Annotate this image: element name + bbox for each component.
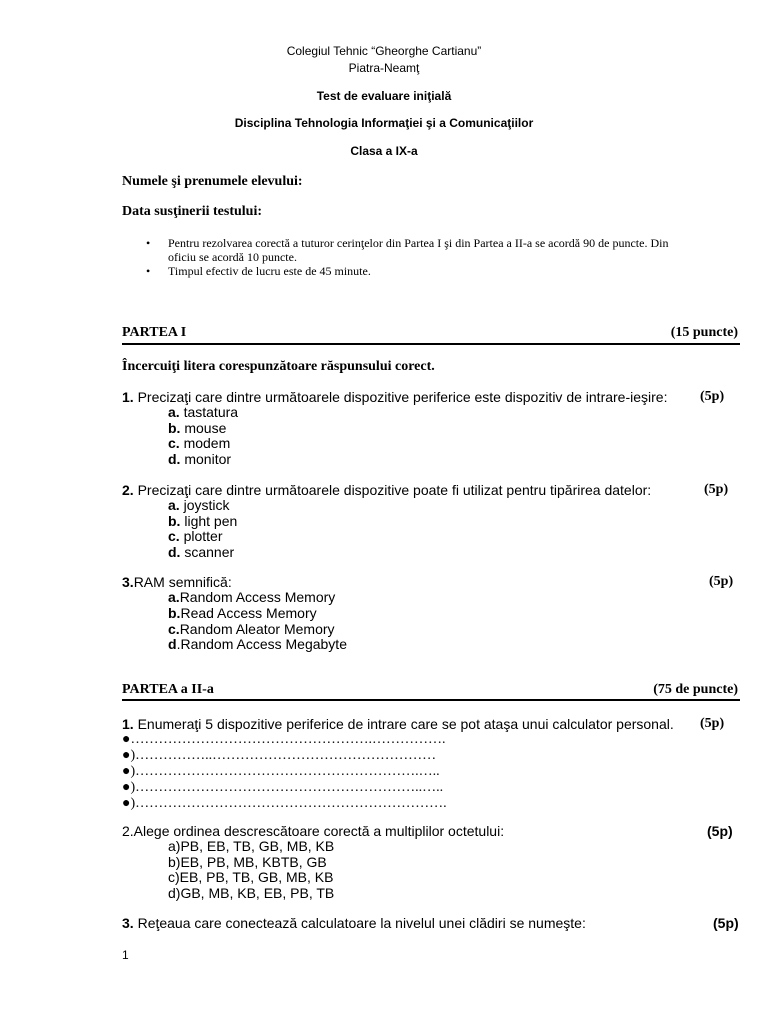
- option: c. plotter: [168, 528, 223, 544]
- answer-line: ●)……………………………………………………..…..: [122, 780, 444, 795]
- question-number: 2.: [122, 482, 134, 498]
- part1-title: PARTEA I: [122, 325, 187, 340]
- page-number: 1: [122, 948, 129, 962]
- class-label: Clasa a IX-a: [350, 144, 418, 158]
- option: a. tastatura: [168, 404, 239, 420]
- question-text: Precizaţi care dintre următoarele dispozitive poate fi utilizat pentru tipărirea datelor:: [133, 482, 652, 498]
- question-points: (5p): [713, 915, 739, 931]
- part2-title: PARTEA a II-a: [122, 682, 214, 697]
- option: a)PB, EB, TB, GB, MB, KB: [168, 838, 335, 854]
- part1-points: (15 puncte): [670, 325, 738, 340]
- question-number: 1.: [122, 716, 134, 732]
- question-number: 1.: [122, 389, 134, 405]
- question-1: [122, 389, 667, 405]
- option: b. mouse: [168, 420, 227, 436]
- option: b)EB, PB, MB, KBTB, GB: [168, 854, 327, 870]
- answer-line: ●)…………………………………………………….…..: [122, 764, 440, 779]
- section-divider: [122, 699, 740, 701]
- option: c)EB, PB, TB, GB, MB, KB: [168, 869, 334, 885]
- school-name: Colegiul Tehnic “Gheorghe Cartianu”: [286, 44, 482, 58]
- question-text: Enumeraţi 5 dispozitive periferice de intrare care se pot ataşa unui calculator personal.: [133, 716, 674, 732]
- question-2: [122, 482, 651, 498]
- test-title: Test de evaluare iniţială: [316, 89, 452, 103]
- question-number: 3.: [122, 574, 134, 590]
- section-divider: [122, 343, 740, 345]
- question-points: (5p): [700, 716, 725, 731]
- instruction-line: Pentru rezolvarea corectă a tuturor cerinţelor din Partea I şi din Partea a II-a se acordă 90 de puncte. Din: [168, 236, 669, 250]
- option: b. light pen: [168, 513, 238, 529]
- part2-question-1: [122, 716, 674, 732]
- option: a. joystick: [168, 497, 230, 513]
- instruction-line: oficiu se acordă 10 puncte.: [168, 250, 297, 264]
- option: a.Random Access Memory: [168, 589, 336, 605]
- city: Piatra-Neamţ: [348, 61, 420, 75]
- part1-instruction: Încercuiţi litera corespunzătoare răspunsului corect.: [122, 359, 435, 374]
- part2-question-2: 2.Alege ordinea descrescătoare corectă a multiplilor octetului:: [122, 823, 505, 839]
- option: b.Read Access Memory: [168, 605, 317, 621]
- question-points: (5p): [707, 823, 733, 839]
- answer-line: ●…………………………………………….…………….: [122, 732, 446, 747]
- test-date-label: Data susţinerii testului:: [122, 204, 262, 219]
- part2-question-3: [122, 915, 586, 931]
- answer-line: ●)……………..…………………………………………: [122, 748, 437, 763]
- answer-line: ●)………………………………………………………….: [122, 796, 447, 811]
- question-text: Precizaţi care dintre următoarele dispozitive periferice este dispozitiv de intrare-ieşire:: [133, 389, 668, 405]
- question-text: Reţeaua care conectează calculatoare la nivelul unei clădiri se numeşte:: [133, 915, 586, 931]
- question-text: RAM semnifică:: [133, 574, 232, 590]
- option: d. scanner: [168, 544, 235, 560]
- option: c. modem: [168, 435, 231, 451]
- bullet-icon: •: [146, 264, 151, 278]
- question-points: (5p): [709, 574, 734, 589]
- question-points: (5p): [704, 482, 729, 497]
- part2-points: (75 de puncte): [653, 682, 738, 697]
- discipline: Disciplina Tehnologia Informaţiei şi a Comunicaţiilor: [234, 116, 534, 130]
- question-3: [122, 574, 232, 590]
- student-name-label: Numele şi prenumele elevului:: [122, 174, 303, 189]
- option: d)GB, MB, KB, EB, PB, TB: [168, 885, 335, 901]
- option: d. monitor: [168, 451, 232, 467]
- question-number: 3.: [122, 915, 134, 931]
- bullet-icon: •: [146, 236, 151, 250]
- instruction-line: Timpul efectiv de lucru este de 45 minute.: [168, 264, 371, 278]
- question-points: (5p): [700, 389, 725, 404]
- option: c.Random Aleator Memory: [168, 621, 335, 637]
- option: d.Random Access Megabyte: [168, 636, 347, 652]
